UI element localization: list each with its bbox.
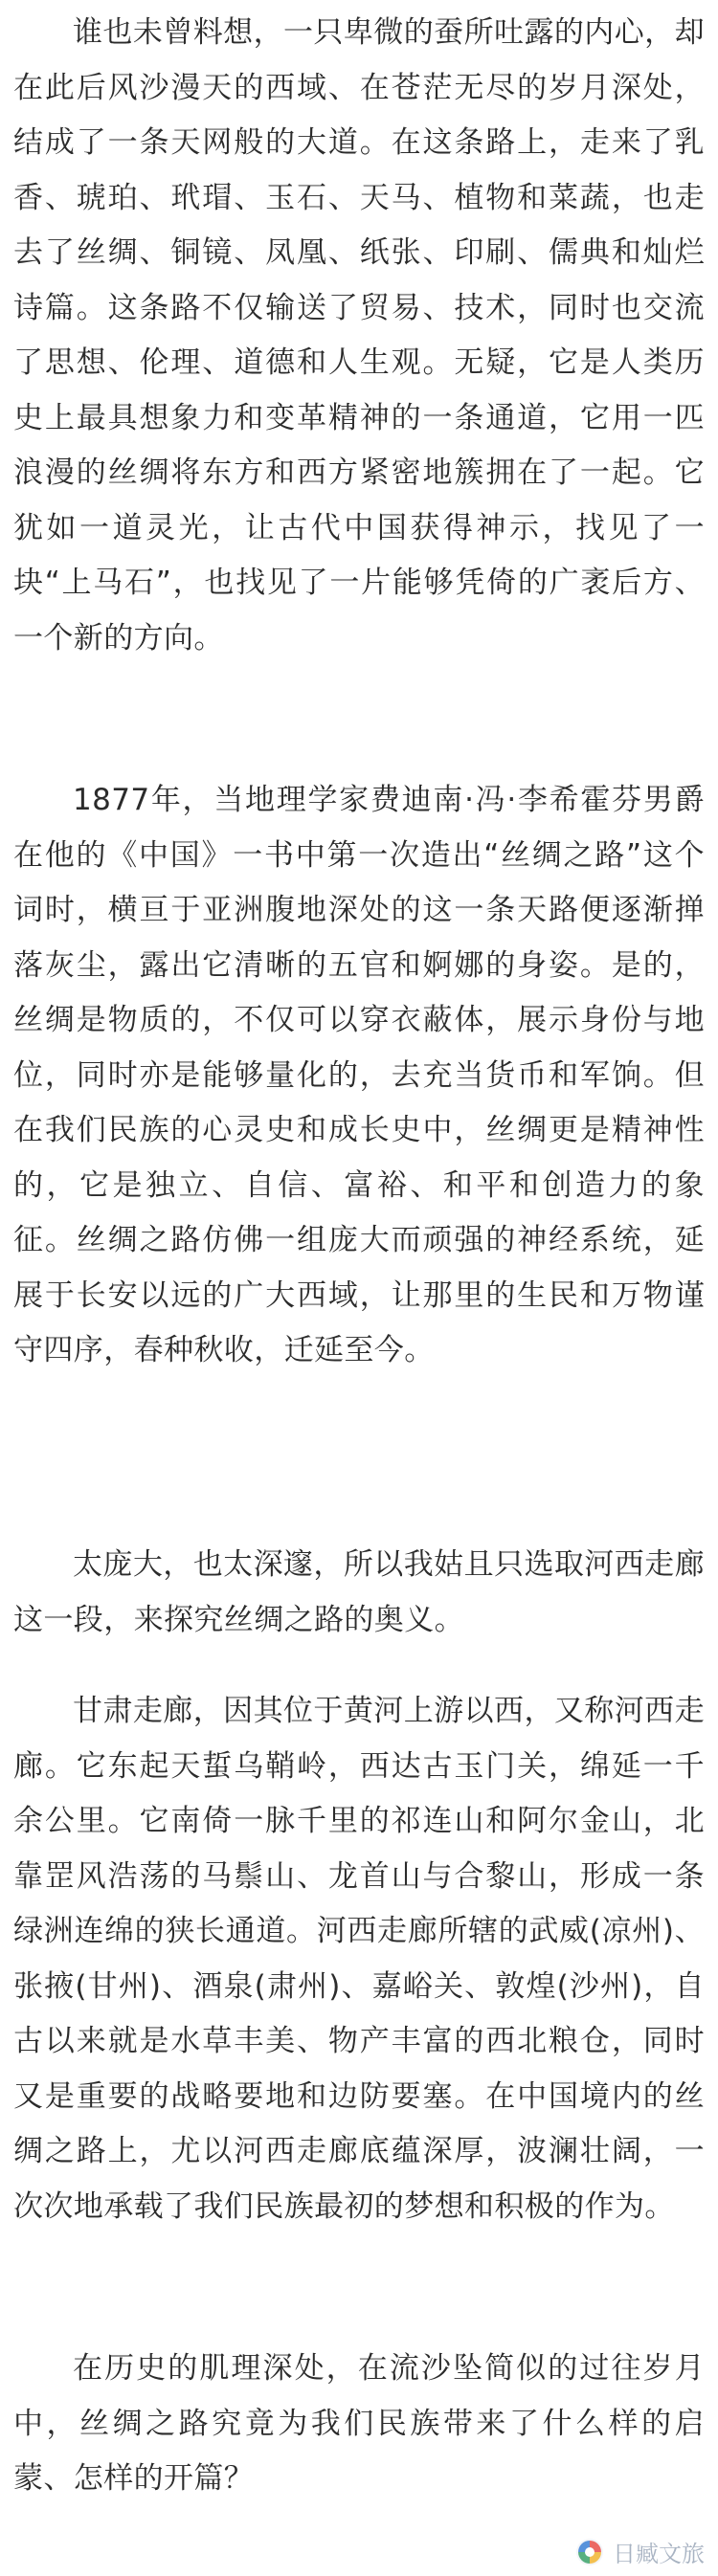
watermark — [574, 2535, 705, 2568]
watermark-text: 日臧文旅 — [613, 2542, 705, 2567]
paragraph-5: 在历史的肌理深处，在流沙坠简似的过往岁月中，丝绸之路究竟为我们民族带来了什么样的启蒙、怎样的开篇？ — [13, 2351, 705, 2496]
paragraph-4: 甘肃走廊，因其位于黄河上游以西，又称河西走廊。它东起天蜇乌鞘岭，西达古玉门关，绵延一千余公里。它南倚一脉千里的祁连山和阿尔金山，北靠罡风浩荡的马鬃山、龙首山与合黎山，形成一条绿洲连绵的狭长通道。河西走廊所辖的武威(凉州)、张掖(甘州)、酒泉(肃州)、嘉峪关、敦煌(沙州)，自古以来就是水草丰美、物产丰富的西北粮仓，同时又是重要的战略要地和边防要塞。在中国境内的丝绸之路上，尤以河西走廊底蕴深厚，波澜壮阔，一次次地承载了我们民族最初的梦想和积极的作为。 — [13, 1694, 705, 2224]
paragraph-3: 太庞大，也太深邃，所以我姑且只选取河西走廊这一段，来探究丝绸之路的奥义。 — [13, 1547, 705, 1637]
paragraph-1: 谁也未曾料想，一只卑微的蚕所吐露的内心，却在此后风沙漫天的西域、在苍茫无尽的岁月深处，结成了一条天网般的大道。在这条路上，走来了乳香、琥珀、玳瑁、玉石、天马、植物和菜蔬，也走去了丝绸、铜镜、凤凰、纸张、印刷、儒典和灿烂诗篇。这条路不仅输送了贸易、技术，同时也交流了思想、伦理、道德和人生观。无疑，它是人类历史上最具想象力和变革精神的一条通道，它用一匹浪漫的丝绸将东方和西方紧密地簇拥在了一起。它犹如一道灵光，让古代中国获得神示，找见了一块“上马石”，也找见了一片能够凭倚的广袤后方、一个新的方向。 — [13, 15, 705, 655]
paragraph-2: 1877年，当地理学家费迪南·冯·李希霍芬男爵在他的《中国》一书中第一次造出“丝绸之路”这个词时，横亘于亚洲腹地深处的这一条天路便逐渐掸落灰尘，露出它清晰的五官和婀娜的身姿。是的，丝绸是物质的，不仅可以穿衣蔽体，展示身份与地位，同时亦是能够量化的，去充当货币和军饷。但在我们民族的心灵史和成长史中，丝绸更是精神性的，它是独立、自信、富裕、和平和创造力的象征。丝绸之路仿佛一组庞大而顽强的神经系统，延展于长安以远的广大西域，让那里的生民和万物谨守四序，春种秋收，迁延至今。 — [13, 783, 705, 1367]
swirl-logo-icon — [574, 2537, 605, 2567]
